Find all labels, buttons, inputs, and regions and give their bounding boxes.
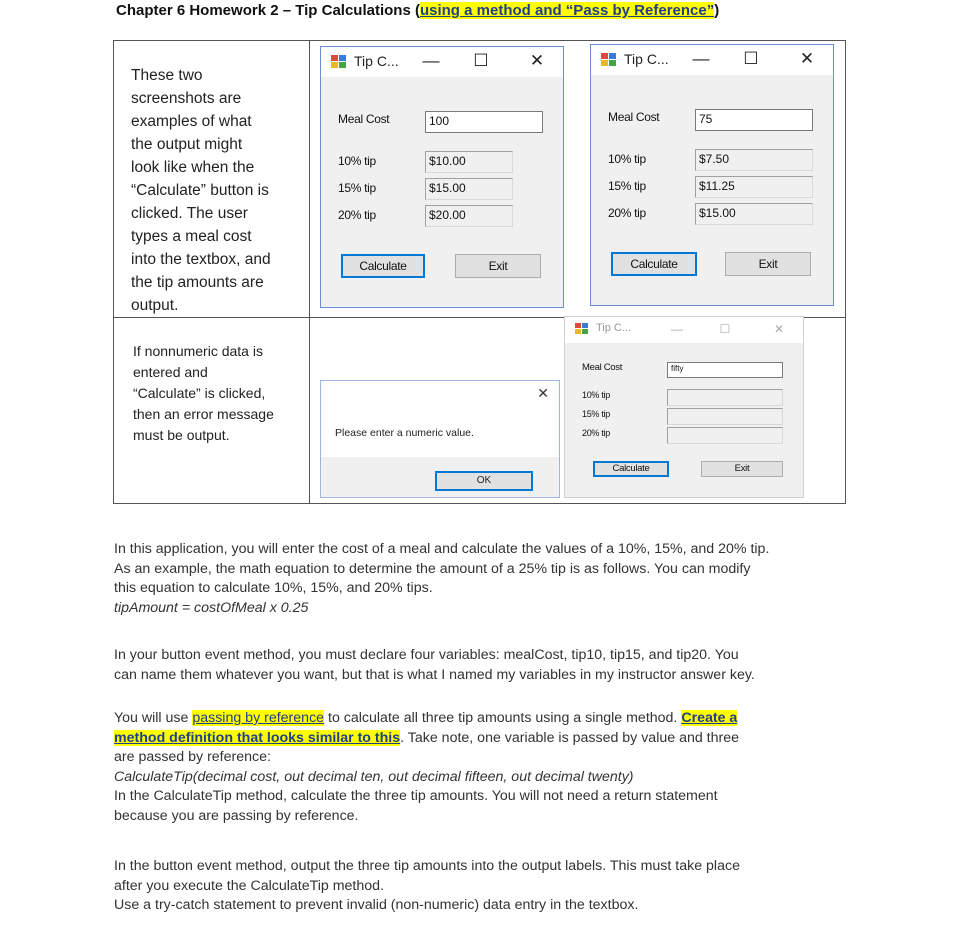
tip15-label: 15% tip (582, 409, 610, 419)
tip10-output: $10.00 (425, 151, 513, 173)
dialog-ok-button[interactable]: OK (435, 471, 533, 491)
meal-cost-label: Meal Cost (338, 112, 390, 126)
title-bar[interactable] (565, 317, 803, 343)
close-icon[interactable]: ✕ (529, 51, 545, 70)
tip10-label: 10% tip (338, 154, 376, 168)
row2-line: entered and (133, 364, 208, 380)
tip-calculator-window-2 (590, 44, 834, 306)
row1-line: the tip amounts are (131, 274, 264, 291)
row1-line: the output might (131, 136, 243, 153)
tip-calculator-window-1 (320, 46, 564, 308)
tip10-label: 10% tip (608, 152, 646, 166)
exit-button[interactable]: Exit (455, 254, 541, 278)
row1-line: types a meal cost (131, 228, 252, 245)
row1-line: clicked. The user (131, 205, 248, 222)
paragraph-line: As an example, the math equation to determine the amount of a 25% tip is as follows. You can modify (114, 560, 751, 577)
paragraph-line: are passed by reference: (114, 749, 271, 766)
meal-cost-input[interactable]: 75 (695, 109, 813, 131)
exit-button[interactable]: Exit (725, 252, 811, 276)
row2-line: “Calculate” is clicked, (133, 385, 266, 401)
meal-cost-label: Meal Cost (608, 110, 660, 124)
row2-line: must be output. (133, 427, 230, 443)
heading-link[interactable]: using a method and “Pass by Reference” (419, 2, 715, 19)
tip15-output (667, 408, 783, 425)
close-icon[interactable]: ✕ (799, 49, 815, 68)
row1-line: look like when the (131, 159, 255, 176)
paragraph-line: this equation to calculate 10%, 15%, and 20% tips. (114, 580, 433, 597)
highlight-text: method definition that looks similar to this (114, 729, 401, 746)
paragraph-line: In the button event method, output the three tip amounts into the output labels. This must take place (114, 858, 740, 874)
dialog-message: Please enter a numeric value. (335, 427, 474, 439)
minimize-icon[interactable]: — (422, 51, 440, 70)
tip20-label: 20% tip (338, 208, 376, 222)
calculate-button[interactable]: Calculate (611, 252, 697, 276)
row1-line: examples of what (131, 113, 252, 130)
page-heading (116, 2, 719, 19)
exit-button[interactable]: Exit (701, 461, 783, 477)
calculate-button[interactable]: Calculate (341, 254, 425, 278)
paragraph-2 (114, 646, 755, 685)
row1-line: into the textbox, and (131, 251, 271, 268)
tip15-output: $11.25 (695, 176, 813, 198)
row1-line: output. (131, 297, 179, 314)
paragraph-line (114, 709, 739, 729)
tip-calculator-window-3 (564, 316, 804, 498)
dialog-close-icon[interactable]: ✕ (537, 385, 549, 401)
meal-cost-input[interactable]: 100 (425, 111, 543, 133)
minimize-icon[interactable]: — (692, 49, 710, 68)
paragraph-line: In your button event method, you must declare four variables: mealCost, tip10, tip15, and tip20. You (114, 647, 739, 663)
heading-end: ) (714, 2, 720, 19)
text-span: . Take note, one variable is passed by value and three (400, 729, 740, 746)
meal-cost-label: Meal Cost (582, 362, 623, 373)
tip20-label: 20% tip (608, 206, 646, 220)
formula: tipAmount = costOfMeal x 0.25 (114, 599, 309, 616)
paragraph-line: In this application, you will enter the cost of a meal and calculate the values of a 10%, 15%, and 20% tip. (114, 541, 770, 557)
close-icon[interactable]: ✕ (773, 322, 785, 336)
tip20-label: 20% tip (582, 428, 610, 438)
paragraph-line: can name them whatever you want, but that is what I named my variables in my instructor answer key. (114, 666, 755, 683)
tip10-output: $7.50 (695, 149, 813, 171)
text-span: You will use (114, 710, 193, 726)
tip15-label: 15% tip (608, 179, 646, 193)
row1-line: screenshots are (131, 90, 242, 107)
window-title: Tip C... (596, 322, 632, 334)
method-signature: CalculateTip(decimal cost, out decimal ten, out decimal fifteen, out decimal twenty) (114, 768, 634, 785)
row2-description (133, 341, 274, 446)
row2-line: then an error message (133, 406, 274, 422)
paragraph-line: after you execute the CalculateTip method. (114, 877, 384, 894)
paragraph-1 (114, 540, 769, 618)
paragraph-4 (114, 857, 740, 916)
heading-text: Chapter 6 Homework 2 – Tip Calculations ( (116, 2, 420, 19)
row1-description (131, 64, 271, 317)
minimize-icon[interactable]: — (671, 322, 683, 336)
tip20-output: $15.00 (695, 203, 813, 225)
title-bar[interactable] (321, 47, 563, 77)
maximize-icon[interactable]: ☐ (743, 49, 759, 68)
tip10-output (667, 389, 783, 406)
paragraph-3 (114, 709, 739, 827)
row1-line: “Calculate” button is (131, 182, 269, 199)
title-bar[interactable] (591, 45, 833, 75)
meal-cost-input[interactable]: fifty (667, 362, 783, 378)
window-title: Tip C... (354, 53, 399, 69)
text-span: to calculate all three tip amounts using a single method. (324, 710, 682, 726)
paragraph-line (114, 729, 739, 749)
tip20-output: $20.00 (425, 205, 513, 227)
tip15-output: $15.00 (425, 178, 513, 200)
passing-by-reference-link[interactable]: passing by reference (192, 710, 325, 726)
tip10-label: 10% tip (582, 390, 610, 400)
app-icon (331, 55, 347, 69)
maximize-icon[interactable]: ☐ (719, 322, 731, 336)
window-title: Tip C... (624, 51, 669, 67)
paragraph-line: In the CalculateTip method, calculate the three tip amounts. You will not need a return statement (114, 788, 718, 805)
paragraph-line: Use a try-catch statement to prevent invalid (non-numeric) data entry in the textbox. (114, 897, 639, 914)
table-divider-vertical (309, 41, 310, 503)
row2-line: If nonnumeric data is (133, 343, 263, 359)
tip20-output (667, 427, 783, 444)
tip15-label: 15% tip (338, 181, 376, 195)
paragraph-line: because you are passing by reference. (114, 807, 359, 824)
error-dialog (320, 380, 560, 498)
app-icon (601, 53, 617, 67)
maximize-icon[interactable]: ☐ (473, 51, 489, 70)
highlight-text: Create a (681, 710, 738, 726)
row1-line: These two (131, 67, 203, 84)
calculate-button[interactable]: Calculate (593, 461, 669, 477)
app-icon (575, 323, 589, 335)
